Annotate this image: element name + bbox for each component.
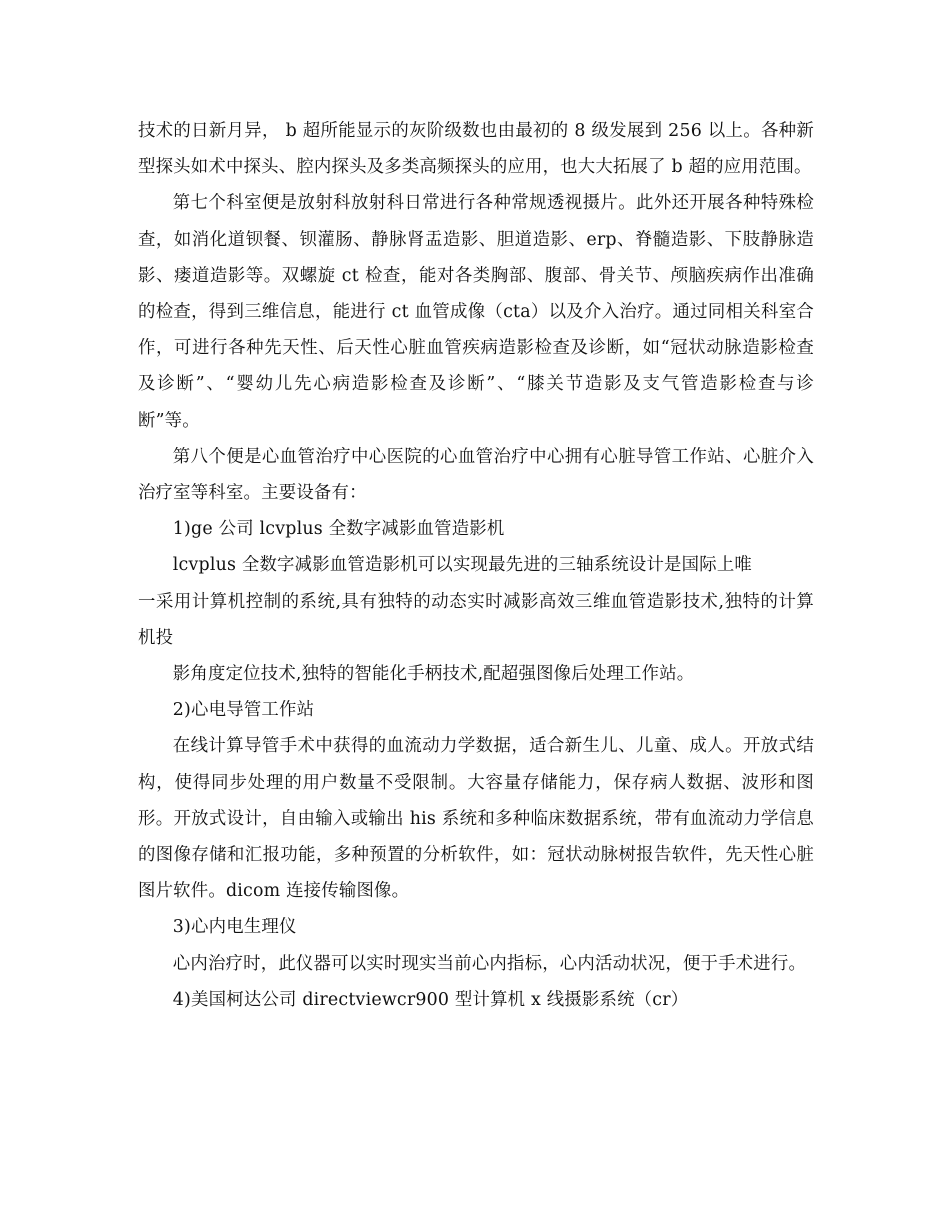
paragraph-dsa-description-line-1: lcvplus 全数字减影血管造影机可以实现最先进的三轴系统设计是国际上唯 [172, 555, 753, 576]
paragraph-electrophysiology-description: 心内治疗时，此仪器可以实时现实当前心内指标，心内活动状况，便于手术进行。 [172, 953, 807, 974]
document-body [138, 113, 814, 1018]
paragraph-radiology-department: 第七个科室便是放射科放射科日常进行各种常规透视摄片。此外还开展各种特殊检查，如消化道钡餐、钡灌肠、静脉肾盂造影、胆道造影、erp、脊髓造影、下肢静脉造影、瘘道造影等。双螺旋 ct 检查，能对各类胸部、腹部、骨关节、颅脑疾病作出准确的检查，得到三维信息，能进行 ct 血管成像（cta）以及介入治疗。通过同相关科室合作，可进行各种先天性、后天性心脏血管疾病造影检查及诊断，如“冠状动脉造影检查及诊断”、“婴幼儿先心病造影检查及诊断”、“膝关节造影及支气管造影检查与诊断”等。 [138, 193, 814, 431]
list-item-kodak-cr-system: 4)美国柯达公司 directviewcr900 型计算机 x 线摄影系统（cr） [172, 989, 689, 1010]
list-item-electrophysiology-instrument: 3)心内电生理仪 [172, 917, 297, 938]
paragraph-cardiovascular-center: 第八个便是心血管治疗中心医院的心血管治疗中心拥有心脏导管工作站、心脏介入治疗室等科室。主要设备有： [138, 446, 814, 504]
paragraph-dsa-description-line-3: 影角度定位技术,独特的智能化手柄技术,配超强图像后处理工作站。 [172, 664, 695, 685]
list-item-ecg-catheter-workstation: 2)心电导管工作站 [172, 700, 315, 721]
list-item-dsa-machine: 1)ge 公司 lcvplus 全数字减影血管造影机 [172, 519, 505, 540]
paragraph-workstation-description: 在线计算导管手术中获得的血流动力学数据，适合新生儿、儿童、成人。开放式结构，使得同步处理的用户数量不受限制。大容量存储能力，保存病人数据、波形和图形。开放式设计，自由输入或输出 his 系统和多种临床数据系统，带有血流动力学信息的图像存储和汇报功能，多种预置的分析软件，如：冠状动脉树报告软件，先天性心脏图片软件。dicom 连接传输图像。 [138, 736, 814, 902]
paragraph-dsa-description-line-2: 一采用计算机控制的系统,具有独特的动态实时减影高效三维血管造影技术,独特的计算机投 [138, 591, 814, 648]
paragraph-bmode-ultrasound: 技术的日新月异， b 超所能显示的灰阶级数也由最初的 8 级发展到 256 以上。各种新型探头如术中探头、腔内探头及多类高频探头的应用，也大大拓展了 b 超的应用范围。 [138, 121, 814, 178]
